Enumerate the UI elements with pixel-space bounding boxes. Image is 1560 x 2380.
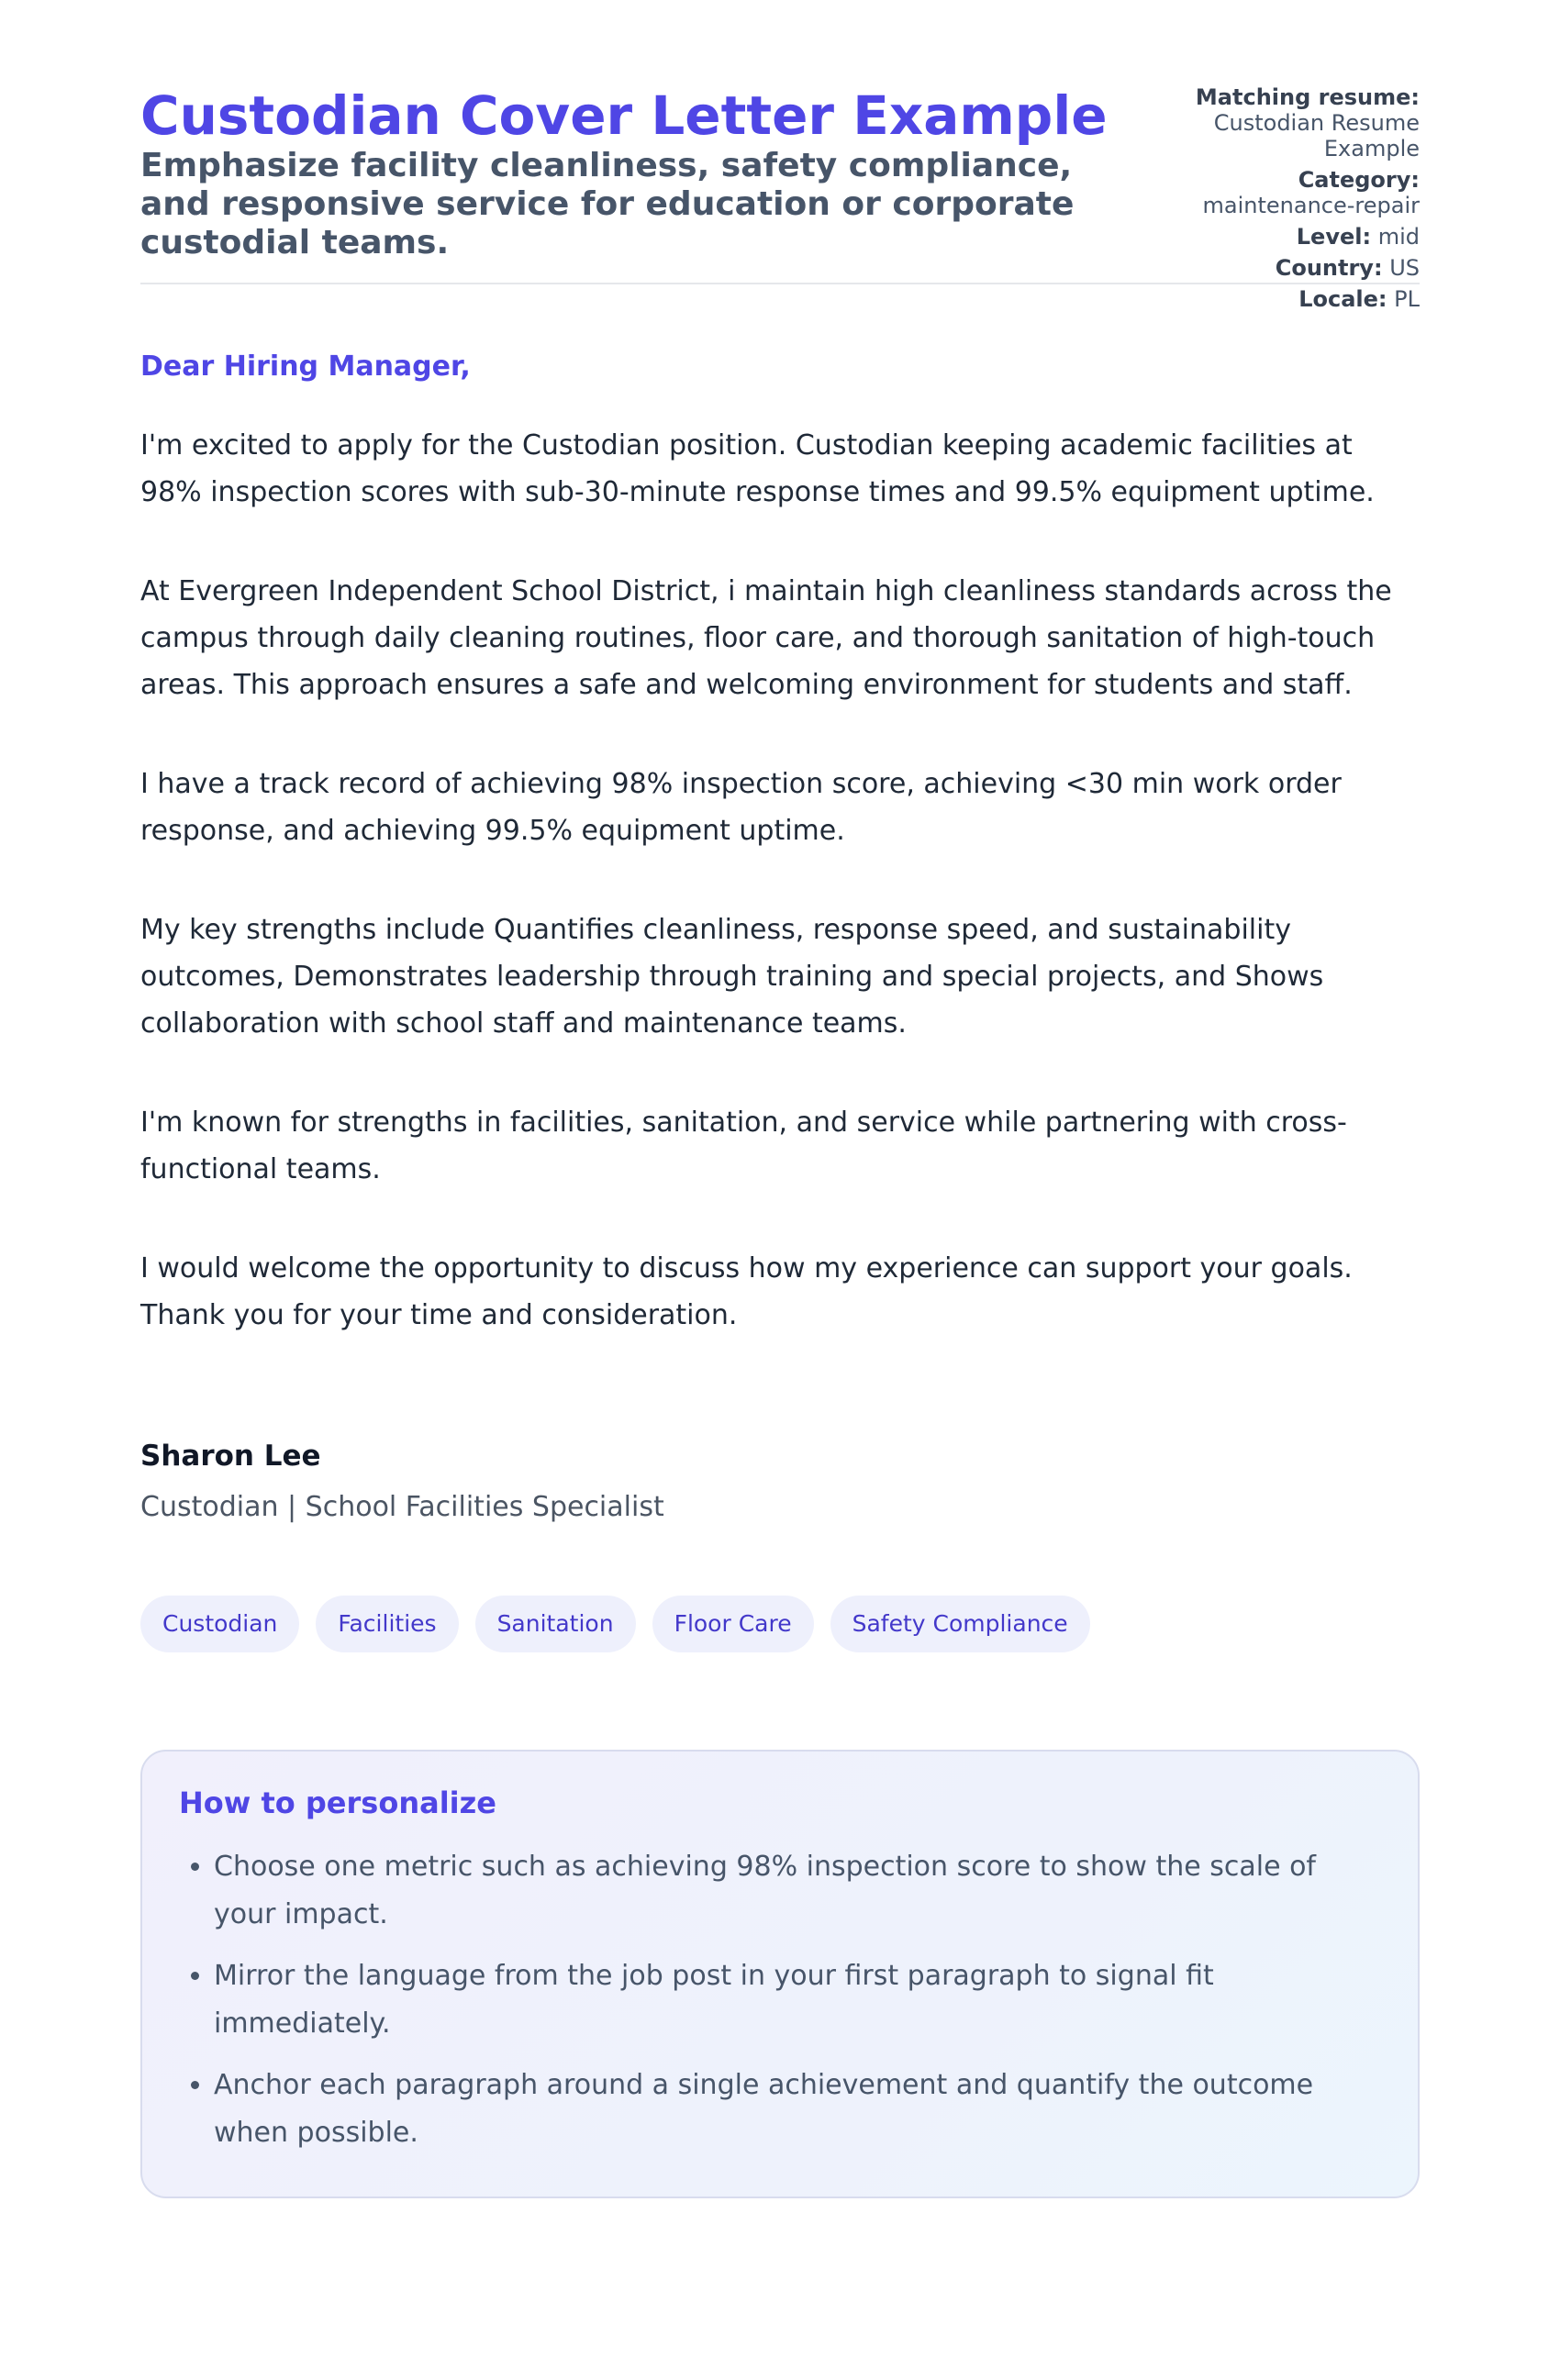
meta-matching-resume-label: Matching resume: <box>1195 84 1420 110</box>
tag-safety-compliance: Safety Compliance <box>830 1596 1090 1652</box>
letter-body <box>140 422 1420 1339</box>
meta-locale-value: PL <box>1394 286 1420 312</box>
letter-paragraph: I have a track record of achieving 98% inspection score, achieving <30 min work order response, and achieving 99.5% equipment uptime. <box>140 768 1342 847</box>
meta-category-value: maintenance-repair <box>1202 193 1420 218</box>
meta-matching-resume-value[interactable]: Custodian Resume Example <box>1213 110 1420 161</box>
tip-item: • Anchor each paragraph around a single achievement and quantify the outcome when possible. <box>214 2062 1379 2157</box>
tag-floor-care: Floor Care <box>652 1596 814 1652</box>
letter-paragraph: My key strengths include Quantifies cleanliness, response speed, and sustainability outcomes, Demonstrates leadership through training and special projects, and Shows collaboration with school staff and maintenance teams. <box>140 914 1324 1040</box>
meta-category <box>1144 167 1420 218</box>
meta-category-label: Category: <box>1298 167 1420 193</box>
signature-block <box>140 1438 1420 1526</box>
tips-title: How to personalize <box>179 1785 496 1820</box>
meta-level-value: mid <box>1377 224 1420 250</box>
letter-paragraph: I would welcome the opportunity to discuss how my experience can support your goals. Thank you for your time and consideration. <box>140 1252 1353 1331</box>
skill-tags <box>140 1596 1420 1652</box>
meta-matching-resume <box>1144 84 1420 161</box>
meta-country-label: Country: <box>1275 255 1383 281</box>
tip-item: • Mirror the language from the job post in your first paragraph to signal fit immediately. <box>214 1952 1379 2048</box>
meta-locale <box>1144 286 1420 312</box>
meta-level <box>1144 224 1420 250</box>
tip-item: • Choose one metric such as achieving 98% inspection score to show the scale of your impact. <box>214 1843 1379 1939</box>
meta-panel <box>1144 84 1420 317</box>
tag-sanitation: Sanitation <box>475 1596 636 1652</box>
tag-facilities: Facilities <box>316 1596 458 1652</box>
meta-locale-label: Locale: <box>1298 286 1387 312</box>
letter-paragraph: I'm known for strengths in facilities, sanitation, and service while partnering with cross-functional teams. <box>140 1107 1347 1185</box>
signature-name: Sharon Lee <box>140 1440 321 1473</box>
page-title: Custodian Cover Letter Example <box>140 84 1108 147</box>
signature-title: Custodian | School Facilities Specialist <box>140 1491 664 1523</box>
letter-paragraph: At Evergreen Independent School District, i maintain high cleanliness standards across the campus through daily cleaning routines, floor care, and thorough sanitation of high-touch areas. This approach ensures a safe and welcoming environment for students and staff. <box>140 575 1392 701</box>
tips-list <box>179 1843 1381 2157</box>
page-header <box>140 0 1420 312</box>
meta-country-value: US <box>1389 255 1420 281</box>
meta-country <box>1144 255 1420 281</box>
page-subtitle: Emphasize facility cleanliness, safety compliance, and responsive service for education or corporate custodial teams. <box>140 147 1075 261</box>
tag-custodian: Custodian <box>140 1596 299 1652</box>
meta-level-label: Level: <box>1296 224 1372 250</box>
letter-paragraph: I'm excited to apply for the Custodian position. Custodian keeping academic facilities at 98% inspection scores with sub-30-minute response times and 99.5% equipment uptime. <box>140 429 1375 508</box>
personalize-tips-box <box>140 1750 1420 2198</box>
letter-salutation: Dear Hiring Manager, <box>140 350 471 383</box>
